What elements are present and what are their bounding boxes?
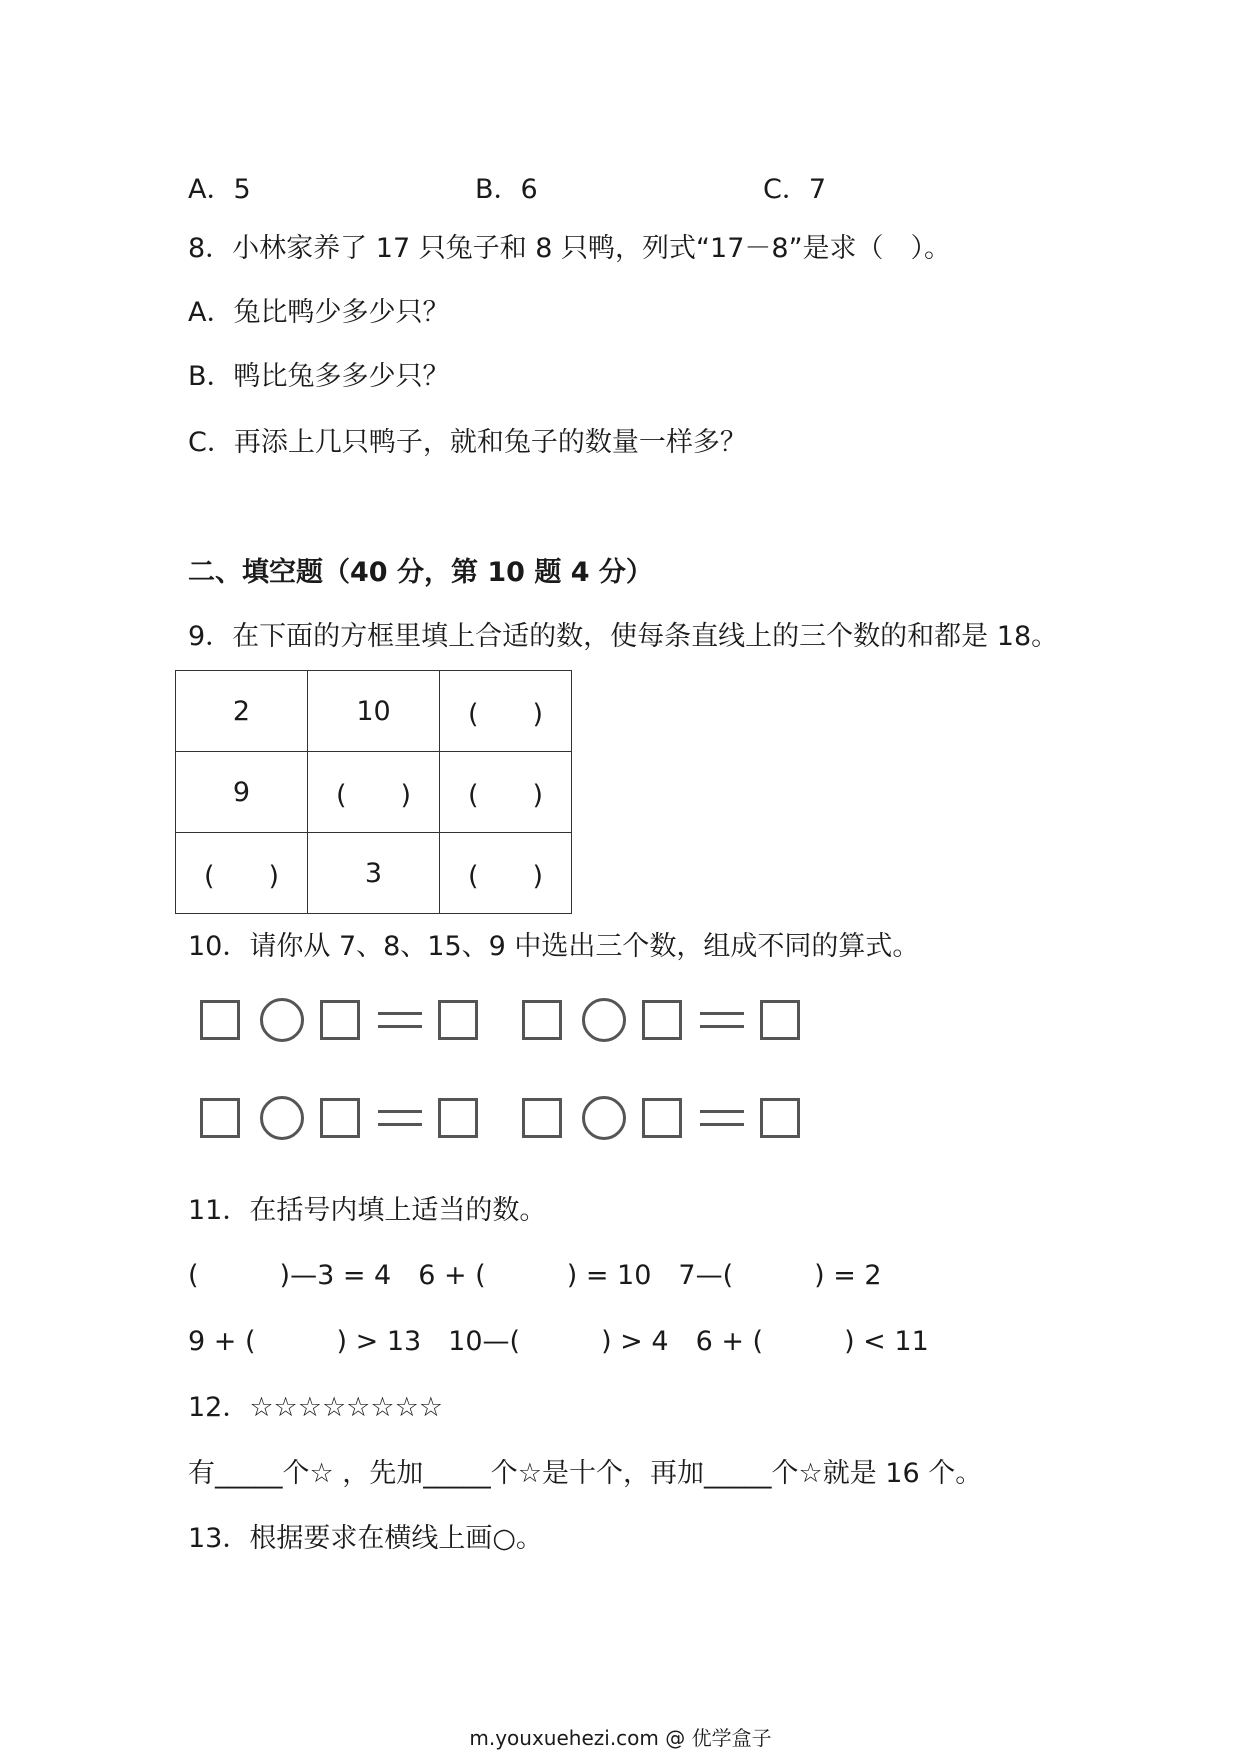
- grid-cell: 10: [308, 671, 440, 752]
- grid-cell: 9: [176, 752, 308, 833]
- footer-watermark: m.youxuehezi.com @ 优学盒子: [469, 1726, 772, 1750]
- q12-stem: 12．☆☆☆☆☆☆☆☆: [188, 1392, 443, 1423]
- blank-square-icon[interactable]: [200, 1098, 240, 1138]
- blank-square-icon[interactable]: [760, 1098, 800, 1138]
- operator-circle-icon[interactable]: [582, 998, 626, 1042]
- q11-row-1: ( )—3 = 4 6 + ( ) = 10 7—( ) = 2: [188, 1260, 882, 1291]
- equals-sign-icon: [378, 1012, 422, 1028]
- q8-option-c: C．再添上几只鸭子，就和兔子的数量一样多？: [188, 427, 747, 458]
- q8-stem: 8．小林家养了 17 只兔子和 8 只鸭，列式“17－8”是求（ ）。: [188, 233, 952, 264]
- blank-square-icon[interactable]: [642, 1098, 682, 1138]
- operator-circle-icon[interactable]: [260, 998, 304, 1042]
- blank-square-icon[interactable]: [522, 1098, 562, 1138]
- q10-stem: 10．请你从 7、8、15、9 中选出三个数，组成不同的算式。: [188, 931, 920, 962]
- blank-square-icon[interactable]: [320, 1098, 360, 1138]
- q8-option-b: B．鸭比兔多多少只？: [188, 361, 450, 392]
- q7-options: [188, 167, 988, 205]
- blank-square-icon[interactable]: [642, 1000, 682, 1040]
- blank-square-icon[interactable]: [320, 1000, 360, 1040]
- grid-cell[interactable]: ( ): [176, 833, 308, 914]
- q12-fill-line: 有_____个☆ ，先加_____个☆是十个，再加_____个☆就是 16 个。: [188, 1458, 983, 1489]
- grid-cell: 2: [176, 671, 308, 752]
- operator-circle-icon[interactable]: [260, 1096, 304, 1140]
- q7-option-a: A．5: [188, 174, 251, 205]
- grid-cell[interactable]: ( ): [440, 833, 572, 914]
- blank-square-icon[interactable]: [760, 1000, 800, 1040]
- q11-stem: 11．在括号内填上适当的数。: [188, 1195, 547, 1226]
- operator-circle-icon[interactable]: [582, 1096, 626, 1140]
- q11-row-2: 9 + ( ) > 13 10—( ) > 4 6 + ( ) < 11: [188, 1326, 929, 1357]
- q13-stem: 13．根据要求在横线上画○。: [188, 1523, 543, 1554]
- grid-cell: 3: [308, 833, 440, 914]
- section-title-fill-in: 二、填空题（40 分，第 10 题 4 分）: [188, 557, 653, 588]
- q8-option-a: A．兔比鸭少多少只？: [188, 297, 450, 328]
- equals-sign-icon: [378, 1110, 422, 1126]
- q9-stem: 9．在下面的方框里填上合适的数，使每条直线上的三个数的和都是 18。: [188, 621, 1059, 652]
- q7-option-c: C．7: [763, 174, 827, 205]
- equals-sign-icon: [700, 1110, 744, 1126]
- blank-square-icon[interactable]: [438, 1000, 478, 1040]
- equals-sign-icon: [700, 1012, 744, 1028]
- blank-square-icon[interactable]: [200, 1000, 240, 1040]
- blank-square-icon[interactable]: [438, 1098, 478, 1138]
- q9-number-grid: [175, 670, 572, 914]
- grid-cell[interactable]: ( ): [440, 671, 572, 752]
- grid-cell[interactable]: ( ): [440, 752, 572, 833]
- blank-square-icon[interactable]: [522, 1000, 562, 1040]
- q7-option-b: B．6: [475, 174, 538, 205]
- grid-cell[interactable]: ( ): [308, 752, 440, 833]
